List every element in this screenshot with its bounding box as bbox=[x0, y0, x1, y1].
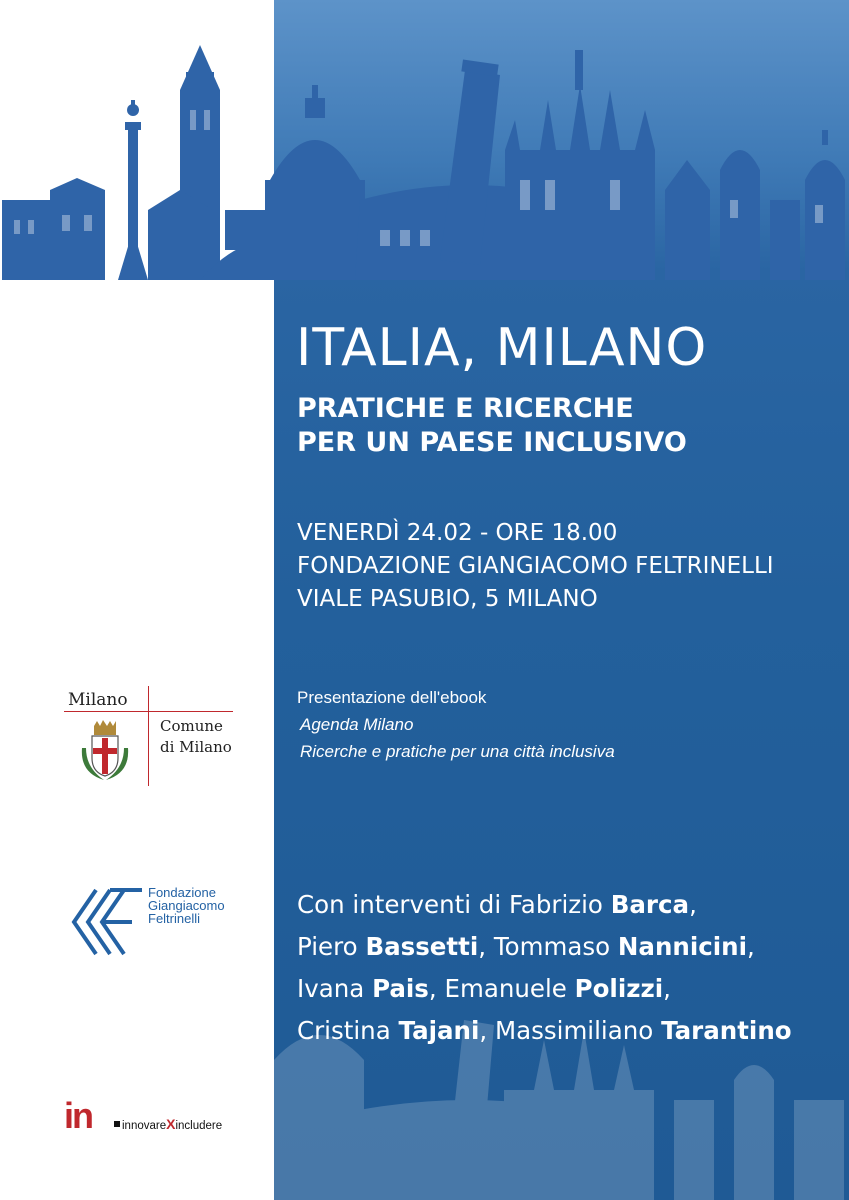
italian-skyline-illustration bbox=[0, 30, 849, 285]
speaker-last-name: Nannicini bbox=[617, 932, 748, 961]
fondazione-feltrinelli-logo bbox=[66, 886, 266, 966]
speaker-first-name: Cristina bbox=[297, 1016, 391, 1045]
speaker-first-name: Fabrizio bbox=[508, 890, 603, 919]
speaker-first-name: Ivana bbox=[297, 974, 365, 1003]
ebook-title: Agenda Milano bbox=[300, 715, 414, 734]
speaker-last-name: Polizzi bbox=[574, 974, 664, 1003]
speaker-first-name: Piero bbox=[297, 932, 358, 961]
innovare-includere-wordmark bbox=[122, 1116, 222, 1132]
speaker-last-name: Tajani bbox=[398, 1016, 480, 1045]
event-title: ITALIA, MILANO bbox=[296, 318, 708, 378]
speaker-last-name: Tarantino bbox=[661, 1016, 792, 1045]
fgf-line-3: Feltrinelli bbox=[148, 911, 201, 926]
event-subtitle bbox=[297, 392, 687, 460]
subtitle-line-1: PRATICHE E RICERCHE bbox=[297, 393, 634, 424]
comune-wordmark bbox=[160, 716, 232, 758]
event-venue: FONDAZIONE GIANGIACOMO FELTRINELLI bbox=[297, 553, 774, 579]
speaker-last-name: Bassetti bbox=[365, 932, 479, 961]
event-address: VIALE PASUBIO, 5 MILANO bbox=[297, 586, 598, 612]
ebook-presentation bbox=[297, 684, 615, 765]
milano-crest-icon bbox=[76, 718, 134, 782]
fgf-line-1: Fondazione bbox=[148, 885, 216, 900]
inx-word-b: includere bbox=[175, 1120, 223, 1132]
ebook-subtitle: Ricerche e pratiche per una città inclusiva bbox=[300, 742, 615, 761]
innovare-includere-logo bbox=[64, 1095, 264, 1136]
speakers-intro: Con interventi di bbox=[297, 890, 502, 919]
speakers-list bbox=[297, 884, 792, 1052]
logo-divider bbox=[148, 711, 233, 712]
subtitle-line-2: PER UN PAESE INCLUSIVO bbox=[297, 427, 687, 458]
speaker-last-name: Barca bbox=[610, 890, 690, 919]
logo-divider bbox=[64, 711, 149, 712]
logo-dot bbox=[114, 1121, 120, 1127]
inx-word-a: innovare bbox=[122, 1120, 167, 1132]
milano-wordmark: Milano bbox=[68, 690, 128, 710]
speaker-last-name: Pais bbox=[372, 974, 429, 1003]
speakers-line-2: Piero Bassetti, Tommaso Nannicini, bbox=[297, 932, 755, 961]
inx-x: X bbox=[166, 1116, 176, 1132]
speakers-line-3: Ivana Pais, Emanuele Polizzi, bbox=[297, 974, 671, 1003]
speaker-first-name: Emanuele bbox=[444, 974, 567, 1003]
feltrinelli-wordmark bbox=[148, 886, 225, 925]
feltrinelli-logo-icon bbox=[66, 886, 146, 958]
fgf-line-2: Giangiacomo bbox=[148, 898, 225, 913]
logo-divider bbox=[148, 686, 149, 786]
speakers-line-4: Cristina Tajani, Massimiliano Tarantino bbox=[297, 1016, 792, 1045]
comune-line-1: Comune bbox=[160, 717, 223, 735]
speaker-first-name: Massimiliano bbox=[494, 1016, 654, 1045]
event-details bbox=[297, 517, 774, 616]
speakers-line-1: Con interventi di Fabrizio Barca, bbox=[297, 890, 697, 919]
event-date-time: VENERDÌ 24.02 - ORE 18.00 bbox=[297, 520, 618, 546]
ebook-intro: Presentazione dell'ebook bbox=[297, 688, 487, 707]
in-logo-mark: in bbox=[64, 1095, 92, 1136]
speaker-first-name: Tommaso bbox=[493, 932, 611, 961]
comune-di-milano-logo bbox=[60, 686, 240, 786]
comune-line-2: di Milano bbox=[160, 738, 232, 756]
